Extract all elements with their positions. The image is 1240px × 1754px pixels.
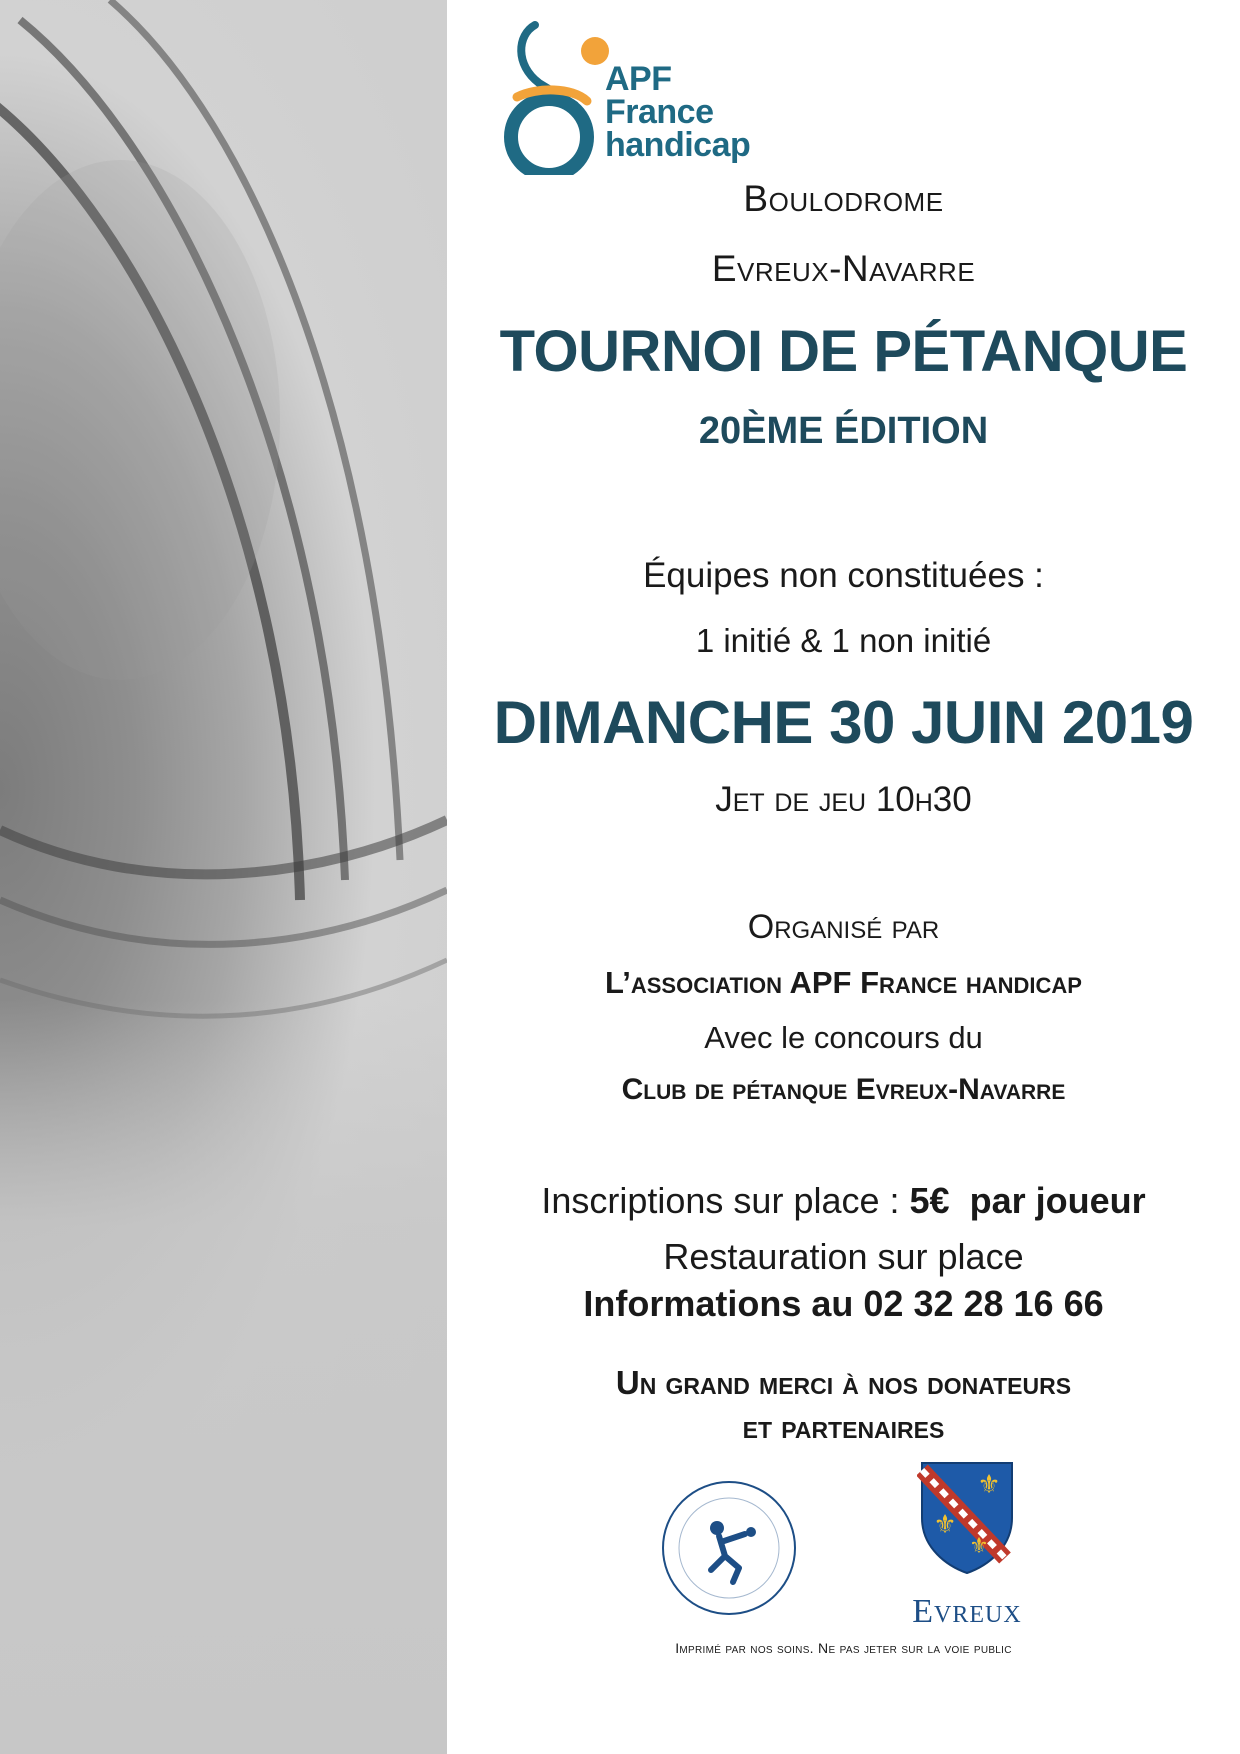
- registration-price: 5€: [909, 1180, 950, 1221]
- logo-text-handicap: handicap: [605, 126, 751, 164]
- petanque-ball-photo: [0, 0, 447, 1754]
- venue-location: Evreux-Navarre: [711, 248, 976, 289]
- event-date: DIMANCHE 30 JUIN 2019: [493, 689, 1194, 756]
- kickoff-time: Jet de jeu 10h30: [715, 780, 972, 819]
- catering-info: Restauration sur place: [663, 1236, 1024, 1277]
- fleur-de-lis-shield-icon: [917, 1458, 1017, 1578]
- thanks-line-1: Un grand merci à nos donateurs: [615, 1364, 1072, 1401]
- partner-club-name: Club de pétanque Evreux-Navarre: [621, 1073, 1066, 1106]
- teams-composition: 1 initié & 1 non initié: [695, 622, 992, 659]
- event-edition: 20ÈME ÉDITION: [698, 410, 989, 452]
- petanque-club-badge: [659, 1478, 799, 1618]
- svg-text:⚜: ⚜: [977, 1470, 1001, 1500]
- svg-text:⚜: ⚜: [933, 1510, 957, 1540]
- city-name: Evreux: [912, 1593, 1022, 1630]
- logo-text-apf: APF: [605, 60, 672, 98]
- footer-note: Imprimé par nos soins. Ne pas jeter sur la voie public: [675, 1640, 1012, 1656]
- logo-text-france: France: [605, 93, 714, 131]
- thanks-line-2: et partenaires: [742, 1408, 945, 1445]
- venue-name: Boulodrome: [743, 178, 944, 219]
- event-title: TOURNOI DE PÉTANQUE: [499, 319, 1188, 384]
- evreux-coat-of-arms: [917, 1458, 1017, 1578]
- teams-heading: Équipes non constituées :: [643, 556, 1044, 595]
- petanque-player-icon: [659, 1478, 799, 1618]
- poster-content: [447, 0, 1240, 1754]
- organised-by-label: Organisé par: [747, 908, 940, 946]
- svg-text:⚜: ⚜: [969, 1534, 989, 1559]
- registration-unit: par joueur: [969, 1180, 1146, 1221]
- apf-france-handicap-logo: [477, 5, 777, 175]
- photo-fade: [0, 1000, 447, 1754]
- with-help-label: Avec le concours du: [704, 1020, 983, 1055]
- phone-info: Informations au 02 32 28 16 66: [583, 1283, 1104, 1324]
- registration-info: [447, 1180, 1240, 1222]
- registration-label: Inscriptions sur place :: [541, 1180, 900, 1221]
- organiser-name: L’association APF France handicap: [605, 965, 1082, 1000]
